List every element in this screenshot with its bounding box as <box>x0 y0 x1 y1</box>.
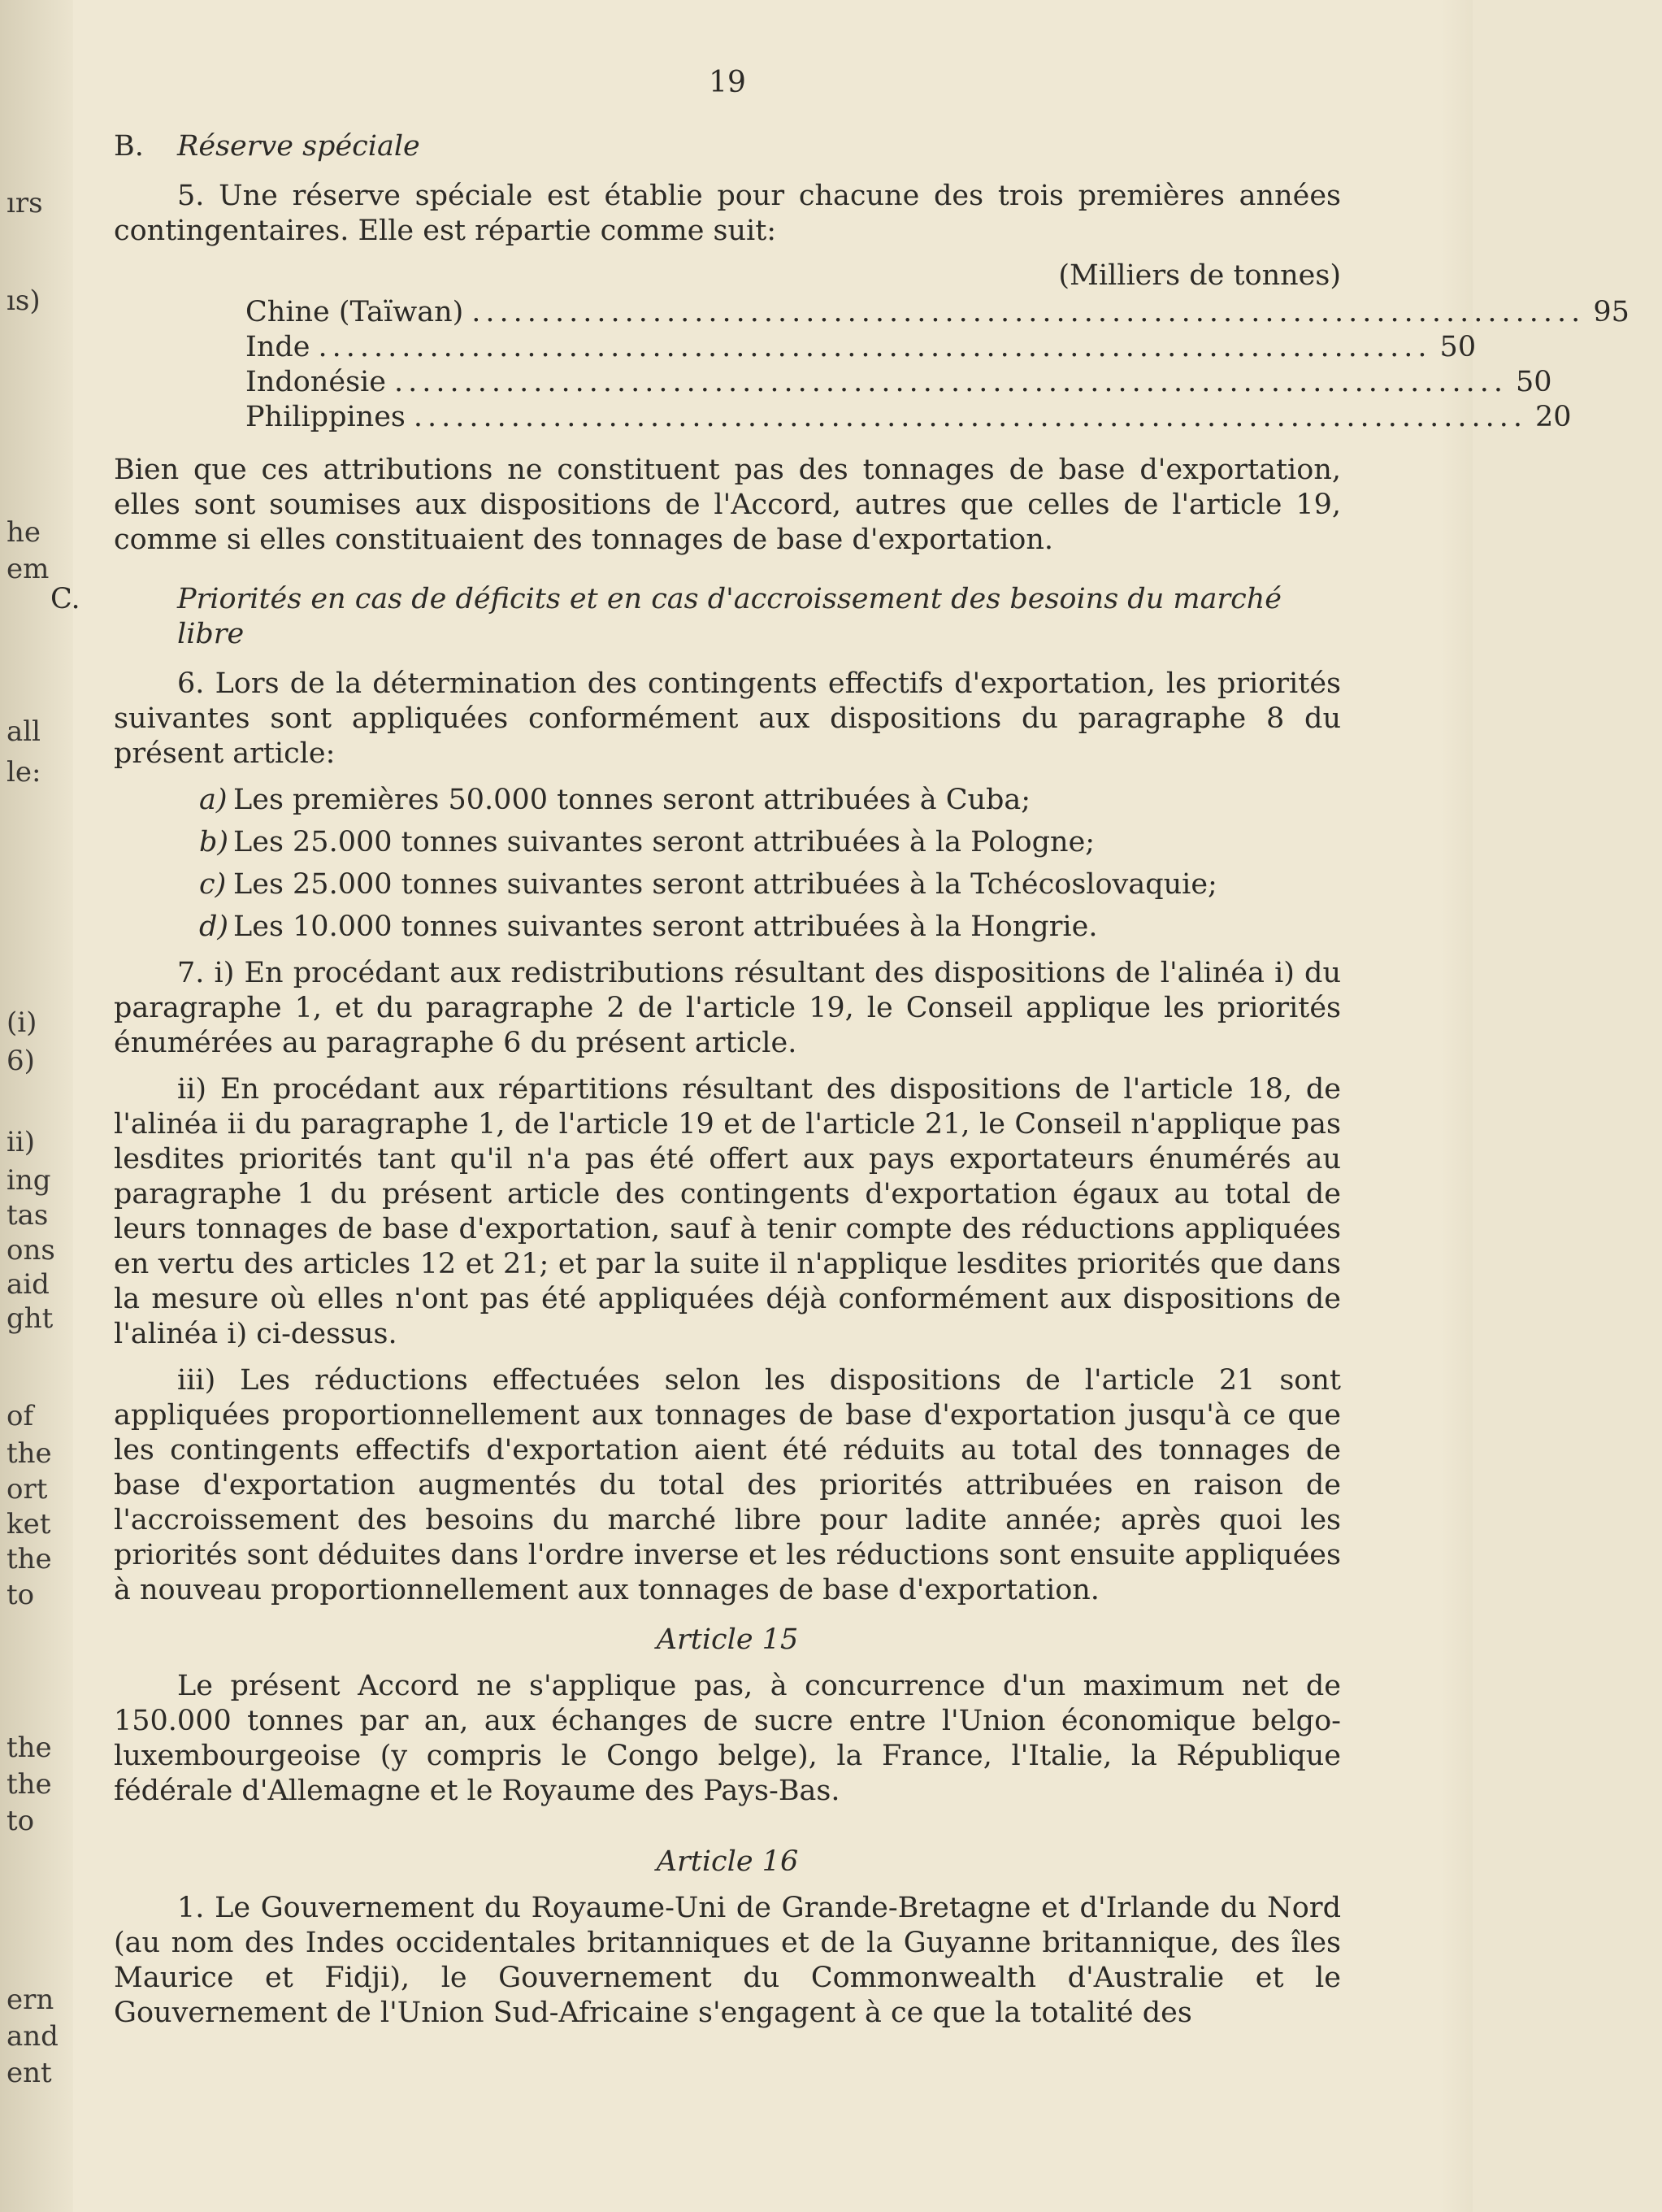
leader-dots: ................................................................................ <box>471 296 1586 328</box>
section-heading-b <box>114 129 1341 164</box>
page-number: 19 <box>709 66 746 99</box>
paragraph-5-continuation: Bien que ces attributions ne constituent pas des tonnages de base d'exportation, elles sont soumises aux dispositions de l'Accord, autres que celles de l'article 19, comme si elles constituaient des tonnages de base d'exportation. <box>114 454 1341 556</box>
bleed-text: to <box>7 1805 35 1837</box>
bleed-text: all <box>7 715 41 748</box>
country-name: Inde <box>245 331 310 363</box>
bleed-text: ern <box>7 1984 54 2016</box>
list-marker: c) <box>199 868 227 901</box>
bleed-text: tas <box>7 1199 49 1232</box>
article-15-text: Le présent Accord ne s'applique pas, à concurrence d'un maximum net de 150.000 tonnes par an, aux échanges de sucre entre l'Union économique belgo-luxembourgeoise (y compris le Congo belge), la France, l'Italie, la République fédérale d'Allemagne et le Royaume des Pays-Bas. <box>114 1670 1341 1807</box>
bleed-text: and <box>7 2020 59 2053</box>
bleed-text: (i) <box>7 1006 37 1039</box>
list-marker: b) <box>199 826 229 858</box>
list-item <box>199 910 1341 945</box>
article-15-heading: Article 15 <box>656 1623 799 1656</box>
list-item <box>199 867 1341 902</box>
bleed-text: ing <box>7 1164 51 1197</box>
list-text: Les 25.000 tonnes suivantes seront attribuées à la Pologne; <box>233 826 1096 858</box>
bleed-text: 6) <box>7 1045 35 1077</box>
leader-dots: ................................................................................ <box>413 401 1527 433</box>
list-marker: a) <box>199 784 228 816</box>
bleed-text: em <box>7 553 50 585</box>
country-name: Indonésie <box>245 366 386 398</box>
country-name: Chine (Taïwan) <box>245 296 464 328</box>
tonnage-value: 50 <box>1516 366 1552 398</box>
bleed-text: the <box>7 1437 52 1470</box>
bleed-text: he <box>7 516 41 549</box>
article-16-heading: Article 16 <box>656 1845 799 1878</box>
paragraph-5: 5. Une réserve spéciale est établie pour chacune des trois premières années contingentaires. Elle est répartie comme suit: <box>114 180 1341 247</box>
paragraph-7-i: 7. i) En procédant aux redistributions résultant des dispositions de l'alinéa i) du paragraphe 1, et du paragraphe 2 de l'article 19, le Conseil applique les priorités énumérées au paragraphe 6 du présent article. <box>114 957 1341 1059</box>
table-row <box>245 295 1629 330</box>
leader-dots: ................................................................................ <box>393 366 1508 398</box>
tonnage-value: 50 <box>1439 331 1477 363</box>
list-text: Les premières 50.000 tonnes seront attribuées à Cuba; <box>233 784 1031 816</box>
list-text: Les 10.000 tonnes suivantes seront attribuées à la Hongrie. <box>233 910 1098 943</box>
bleed-text: ırs <box>7 187 43 219</box>
section-letter: C. <box>50 583 80 615</box>
priority-list <box>199 783 1341 945</box>
bleed-text: the <box>7 1768 52 1801</box>
bleed-text: ort <box>7 1473 48 1506</box>
paragraph-7-ii: ii) En procédant aux répartitions résultant des dispositions de l'article 18, de l'alinéa ii du paragraphe 1, de l'article 19 et de l'article 21, le Conseil n'applique pas lesdites priorités tant qu'il n'a pas été offert aux pays exportateurs énumérés au paragraphe 1 du présent article des contingents d'exportation égaux au total de leurs tonnages de base d'exportation, sauf à tenir compte des réductions appliquées en vertu des articles 12 et 21; et par la suite il n'applique lesdites priorités que dans la mesure où elles n'ont pas été appliquées déjà conformément aux dispositions de l'alinéa i) ci-dessus. <box>114 1073 1341 1350</box>
table-row <box>245 400 1572 435</box>
bleed-text: ent <box>7 2057 52 2089</box>
bleed-text: ket <box>7 1508 51 1541</box>
table-unit-label: (Milliers de tonnes) <box>1058 259 1341 292</box>
facing-page-bleed <box>7 0 72 2212</box>
section-letter: B. <box>114 130 144 163</box>
bleed-text: ght <box>7 1302 54 1335</box>
list-item <box>199 783 1341 818</box>
section-heading-c <box>50 582 1341 652</box>
table-row <box>245 330 1477 365</box>
list-item <box>199 825 1341 860</box>
bleed-text: of <box>7 1400 34 1432</box>
bleed-text: ons <box>7 1234 55 1267</box>
bleed-text: the <box>7 1732 52 1764</box>
leader-dots: ................................................................................ <box>318 331 1432 363</box>
bleed-text: to <box>7 1579 35 1611</box>
paragraph-6: 6. Lors de la détermination des contingents effectifs d'exportation, les priorités suivantes sont appliquées conformément aux dispositions du paragraphe 8 du présent article: <box>114 667 1341 770</box>
article-16-text: 1. Le Gouvernement du Royaume-Uni de Grande-Bretagne et d'Irlande du Nord (au nom des Indes occidentales britanniques et de la Guyanne britannique, des îles Maurice et Fidji), le Gouvernement du Commonwealth d'Australie et le Gouvernement de l'Union Sud-Africaine s'engagent à ce que la totalité des <box>114 1892 1341 2029</box>
country-name: Philippines <box>245 401 406 433</box>
section-title: Réserve spéciale <box>177 130 420 163</box>
page-body <box>50 65 1629 2031</box>
tonnage-value: 95 <box>1593 296 1629 328</box>
bleed-text: le: <box>7 756 41 789</box>
bleed-text: ıs) <box>7 285 41 317</box>
tonnage-value: 20 <box>1534 401 1572 433</box>
paragraph-7-iii: iii) Les réductions effectuées selon les dispositions de l'article 21 sont appliquées proportionnellement aux tonnages de base d'exportation jusqu'à ce que les contingents effectifs d'exportation aient été réduits au total des tonnages de base d'exportation augmentés du total des priorités attribuées en raison de l'accroissement des besoins du marché libre pour ladite année; après quoi les priorités sont déduites dans l'ordre inverse et les réductions sont ensuite appliquées à nouveau proportionnellement aux tonnages de base d'exportation. <box>114 1364 1341 1606</box>
reserve-table <box>245 295 1629 435</box>
bleed-text: ii) <box>7 1126 36 1158</box>
list-marker: d) <box>199 910 229 943</box>
section-title: Priorités en cas de déficits et en cas d'accroissement des besoins du marché libre <box>177 583 1282 650</box>
bleed-text: the <box>7 1543 52 1575</box>
table-row <box>245 365 1552 400</box>
list-text: Les 25.000 tonnes suivantes seront attribuées à la Tchécoslovaquie; <box>233 868 1217 901</box>
bleed-text: aid <box>7 1268 50 1301</box>
